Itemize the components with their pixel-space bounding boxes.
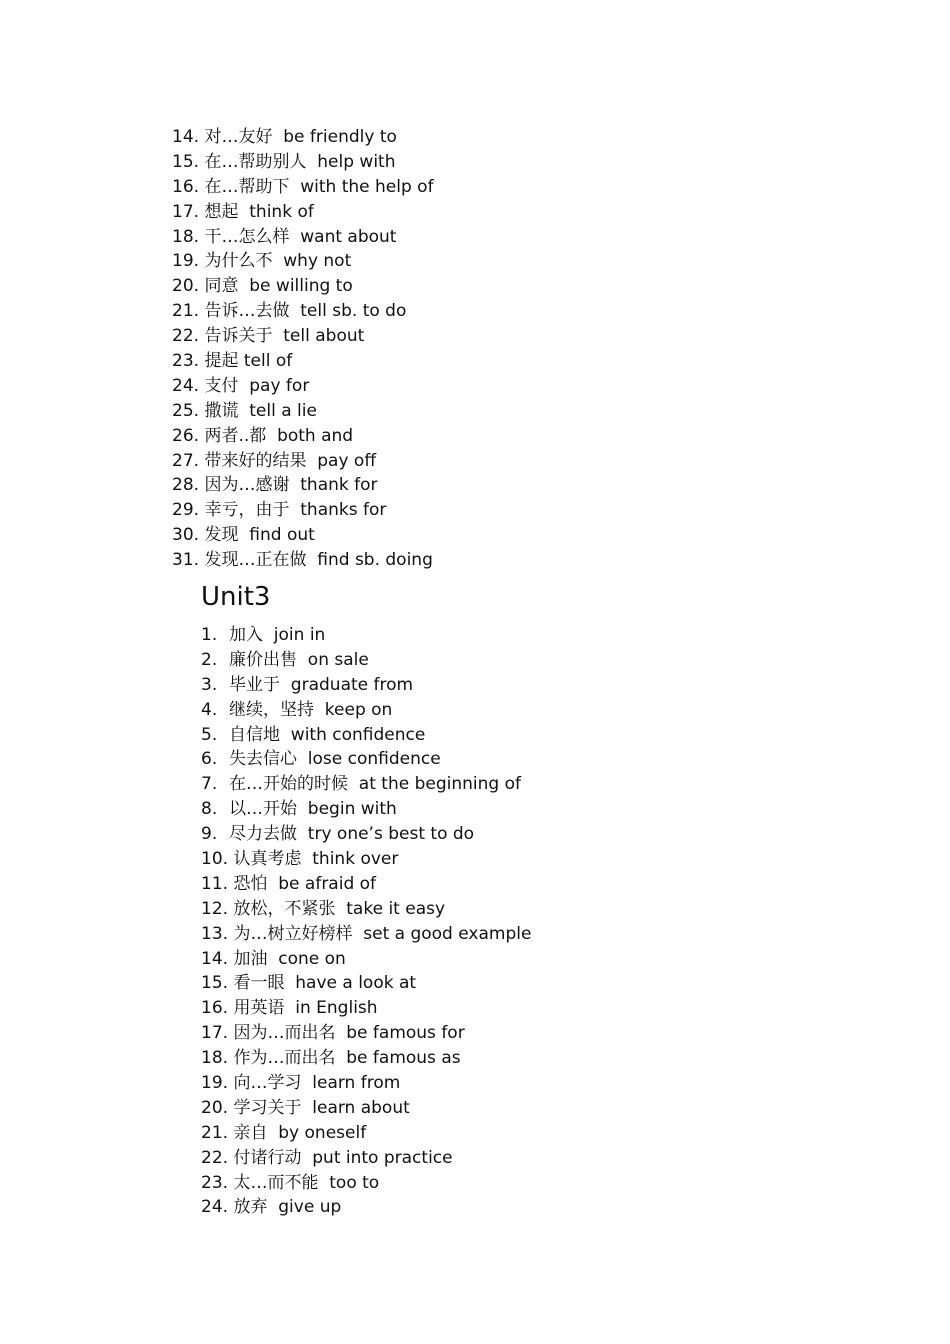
item-number: 20.: [172, 276, 200, 297]
item-number: 24.: [172, 375, 200, 396]
item-number: 18.: [201, 1048, 229, 1069]
item-text: 加入 join in: [229, 625, 326, 645]
item-text: 在…帮助下 with the help of: [204, 176, 434, 197]
item-number: 15.: [201, 973, 229, 994]
list-item: [201, 673, 531, 698]
list-item: [201, 947, 531, 972]
phrase-list-continued: [172, 125, 434, 573]
item-number: 9.: [201, 824, 218, 845]
list-item: [201, 1071, 531, 1096]
item-text: 两者..都 both and: [204, 425, 354, 446]
item-text: 学习关于 learn about: [233, 1097, 410, 1118]
list-item: [172, 449, 434, 474]
item-text: 认真考虑 think over: [233, 849, 399, 870]
item-number: 24.: [201, 1197, 229, 1218]
list-item: [201, 747, 531, 772]
item-text: 继续，坚持 keep on: [229, 699, 393, 720]
item-text: 廉价出售 on sale: [229, 649, 369, 670]
list-item: [172, 225, 434, 250]
list-item: [201, 1171, 531, 1196]
item-text: 付诸行动 put into practice: [233, 1147, 453, 1168]
item-number: 20.: [201, 1097, 229, 1118]
item-number: 21.: [172, 301, 200, 322]
item-number: 14.: [201, 948, 229, 969]
unit3-phrase-list: [201, 623, 531, 1220]
list-item: [201, 772, 531, 797]
item-number: 12.: [201, 898, 229, 919]
item-text: 毕业于 graduate from: [229, 674, 414, 695]
item-number: 13.: [201, 923, 229, 944]
list-item: [172, 175, 434, 200]
item-text: 因为…而出名 be famous for: [233, 1023, 465, 1044]
item-number: 17.: [172, 201, 200, 222]
list-item: [201, 1121, 531, 1146]
item-text: 作为…而出名 be famous as: [233, 1048, 461, 1069]
item-text: 看一眼 have a look at: [233, 973, 417, 994]
item-number: 25.: [172, 400, 200, 421]
list-item: [201, 1046, 531, 1071]
item-text: 放松，不紧张 take it easy: [233, 898, 446, 919]
list-item: [201, 797, 531, 822]
list-item: [201, 822, 531, 847]
list-item: [201, 648, 531, 673]
item-text: 失去信心 lose confidence: [229, 749, 441, 770]
item-number: 18.: [172, 226, 200, 247]
item-text: 提起 tell of: [204, 351, 293, 372]
list-item: [172, 399, 434, 424]
list-item: [201, 723, 531, 748]
unit3-heading: Unit3: [201, 582, 271, 612]
item-number: 22.: [172, 326, 200, 347]
list-item: [172, 249, 434, 274]
item-text: 自信地 with confidence: [229, 724, 426, 745]
item-text: 想起 think of: [204, 201, 314, 222]
list-item: [201, 1096, 531, 1121]
item-text: 干…怎么样 want about: [204, 226, 397, 247]
item-number: 16.: [172, 176, 200, 197]
item-number: 14.: [172, 127, 200, 147]
item-number: 8.: [201, 799, 218, 820]
item-text: 撒谎 tell a lie: [204, 400, 317, 421]
item-number: 15.: [172, 151, 200, 172]
item-number: 21.: [201, 1122, 229, 1143]
list-item: [201, 1195, 531, 1220]
item-text: 向…学习 learn from: [233, 1073, 401, 1094]
item-number: 3.: [201, 674, 218, 695]
list-item: [172, 498, 434, 523]
list-item: [201, 897, 531, 922]
item-number: 29.: [172, 500, 200, 521]
item-text: 太…而不能 too to: [233, 1172, 380, 1193]
item-text: 告诉关于 tell about: [204, 326, 365, 347]
item-text: 以…开始 begin with: [229, 799, 397, 820]
item-text: 亲自 by oneself: [233, 1122, 367, 1143]
item-text: 同意 be willing to: [204, 276, 353, 297]
list-item: [201, 872, 531, 897]
item-number: 30.: [172, 525, 200, 546]
item-number: 1.: [201, 625, 218, 645]
item-text: 在…帮助别人 help with: [204, 151, 396, 172]
item-text: 告诉…去做 tell sb. to do: [204, 301, 407, 322]
list-item: [172, 125, 434, 150]
list-item: [172, 349, 434, 374]
item-text: 为…树立好榜样 set a good example: [233, 923, 532, 944]
list-item: [172, 274, 434, 299]
list-item: [172, 200, 434, 225]
item-text: 为什么不 why not: [204, 251, 352, 272]
item-number: 16.: [201, 998, 229, 1019]
list-item: [172, 324, 434, 349]
item-number: 11.: [201, 873, 229, 894]
item-number: 23.: [172, 351, 200, 372]
item-number: 27.: [172, 450, 200, 471]
item-number: 19.: [172, 251, 200, 272]
list-item: [201, 996, 531, 1021]
item-number: 28.: [172, 475, 200, 496]
item-text: 在…开始的时候 at the beginning of: [229, 774, 521, 795]
list-item: [201, 847, 531, 872]
list-item: [172, 523, 434, 548]
item-text: 幸亏，由于 thanks for: [204, 500, 387, 521]
item-text: 因为…感谢 thank for: [204, 475, 378, 496]
item-text: 对…友好 be friendly to: [204, 127, 397, 147]
list-item: [172, 424, 434, 449]
item-number: 26.: [172, 425, 200, 446]
item-number: 2.: [201, 649, 218, 670]
item-number: 17.: [201, 1023, 229, 1044]
item-text: 尽力去做 try one’s best to do: [229, 824, 475, 845]
list-item: [201, 922, 531, 947]
item-number: 5.: [201, 724, 218, 745]
item-text: 恐怕 be afraid of: [233, 873, 377, 894]
item-number: 31.: [172, 550, 200, 571]
item-number: 4.: [201, 699, 218, 720]
item-text: 加油 cone on: [233, 948, 346, 969]
item-number: 23.: [201, 1172, 229, 1193]
item-number: 6.: [201, 749, 218, 770]
item-number: 10.: [201, 849, 229, 870]
list-item: [172, 150, 434, 175]
list-item: [201, 698, 531, 723]
item-number: 7.: [201, 774, 218, 795]
list-item: [201, 623, 531, 648]
list-item: [172, 473, 434, 498]
item-text: 发现 find out: [204, 525, 315, 546]
item-number: 22.: [201, 1147, 229, 1168]
item-text: 发现…正在做 find sb. doing: [204, 550, 433, 571]
list-item: [201, 1146, 531, 1171]
item-text: 带来好的结果 pay off: [204, 450, 377, 471]
list-item: [172, 548, 434, 573]
item-text: 支付 pay for: [204, 375, 310, 396]
item-number: 19.: [201, 1073, 229, 1094]
list-item: [201, 971, 531, 996]
item-text: 放弃 give up: [233, 1197, 342, 1218]
item-text: 用英语 in English: [233, 998, 378, 1019]
list-item: [172, 374, 434, 399]
list-item: [172, 299, 434, 324]
list-item: [201, 1021, 531, 1046]
